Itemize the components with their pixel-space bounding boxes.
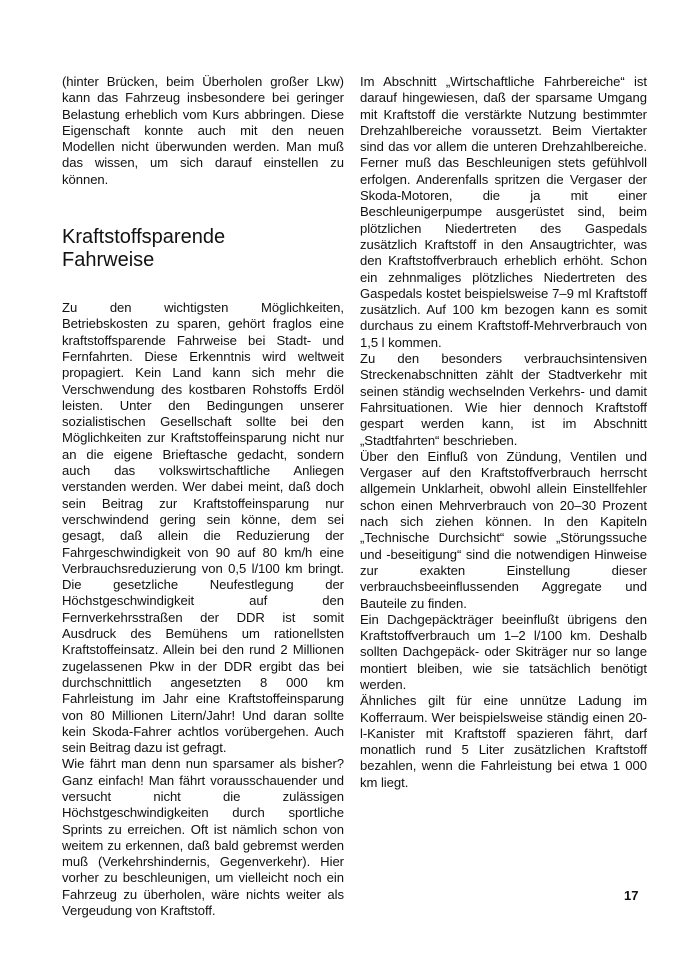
paragraph-right-2: Zu den besonders verbrauchsintensiven Streckenabschnitten zählt der Stadtverkehr mit seinen ständig wechselnden Verkehrs- und damit Fahrsituationen. Wie hier dennoch Kraftstoff gespart werden kann, ist im Abschnitt „Stadtfahrten“ beschrieben.	[360, 351, 647, 448]
paragraph-left-2: Wie fährt man denn nun sparsamer als bisher? Ganz einfach! Man fährt vorausschauender und versucht nicht die zulässigen Höchstgeschwindigkeiten durch sportliche Sprints zu erreichen. Oft ist nämlich schon von weitem zu erkennen, daß bald gebremst werden muß (Verkehrshindernis, Gegenverkehr). Hier vorher zu beschleunigen, um vielleicht noch ein Fahrzeug zu überholen, wäre nichts weiter als Vergeudung von Kraftstoff.	[62, 756, 344, 919]
heading-line-2: Fahrweise	[62, 249, 155, 272]
paragraph-right-4: Ein Dachgepäckträger beeinflußt übrigens den Kraftstoffverbrauch um 1–2 l/100 km. Deshalb sollten Dachgepäck- oder Skiträger nur so lange montiert bleiben, wie sie tatsächlich benötigt werden.	[360, 611, 647, 692]
page-number: 17	[624, 888, 639, 903]
paragraph-left-1: Zu den wichtigsten Möglichkeiten, Betriebskosten zu sparen, gehört fraglos eine kraftstoffsparende Fahrweise bei Stadt- und Fernfahrten. Diese Erkenntnis wird weltweit propagiert. Kein Land kann sich mehr die Verschwendung des kostbaren Rohstoffs Erdöl leisten. Unter den Bedingungen unserer sozialistischen Gesellschaft sollte bei den Möglichkeiten zur Kraftstoffeinsparung nicht nur an die eigene Brieftasche gedacht, sondern auch das volkswirtschaftliche Anliegen verstanden werden. Wer dabei meint, daß doch sein Beitrag zur Kraftstoffeinsparung nur verschwindend gering sein könne, dem sei gesagt, daß allein die Reduzierung der Fahrgeschwindigkeit von 90 auf 80 km/h eine Verbrauchsreduzierung von 0,5 l/100 km bringt. Die gesetzliche Neufestlegung der Höchstgeschwindigkeit auf den Fernverkehrsstraßen der DDR ist somit Ausdruck des Bemühens um rationellsten Kraftstoffeinsatz. Allein bei den rund 2 Millionen zugelassenen Pkw in der DDR ergibt das bei durchschnittlich angesetzten 8 000 km Fahrleistung im Jahr eine Kraftstoffeinsparung von 80 Millionen Litern/Jahr! Und daran sollte kein Skoda-Fahrer achtlos vorübergehen. Auch sein Beitrag dazu ist gefragt.	[62, 300, 344, 756]
section-heading	[62, 226, 344, 272]
intro-paragraph: (hinter Brücken, beim Überholen großer Lkw) kann das Fahrzeug insbesondere bei geringer Belastung erheblich vom Kurs abbringen. Diese Eigenschaft konnte auch mit den neuen Modellen nicht überwunden werden. Man muß das wissen, um sich darauf einstellen zu können.	[62, 74, 344, 187]
paragraph-right-1: Im Abschnitt „Wirtschaftliche Fahrbereiche“ ist darauf hingewiesen, daß der sparsame Umgang mit Kraftstoff die verstärkte Nutzung bestimmter Drehzahlbereiche voraussetzt. Beim Viertakter sind das vor allem die unteren Drehzahlbereiche. Ferner muß das Beschleunigen stets gefühlvoll erfolgen. Anderenfalls spritzen die Vergaser der Skoda-Motoren, die ja mit einer Beschleunigerpumpe ausgerüstet sind, beim plötzlichen Niedertreten des Gaspedals zusätzlich Kraftstoff in den Ansaugtrichter, was den Kraftstoffverbrauch erheblich erhöht. Schon ein zehnmaliges plötzliches Niedertreten des Gaspedals kostet beispielsweise 7–9 ml Kraftstoff zusätzlich. Auf 100 km bezogen kann es somit durchaus zu einem Kraftstoff-Mehrverbrauch von 1,5 l kommen.	[360, 74, 647, 350]
right-column	[360, 74, 647, 791]
heading-line-1: Kraftstoffsparende	[62, 226, 226, 249]
paragraph-right-5: Ähnliches gilt für eine unnütze Ladung im Kofferraum. Wer beispielsweise ständig einen 20-l-Kanister mit Kraftstoff spazieren fährt, darf monatlich rund 5 Liter zusätzlichen Kraftstoff bezahlen, wenn die Fahrleistung bei etwa 1 000 km liegt.	[360, 693, 647, 790]
left-column	[62, 74, 344, 919]
paragraph-right-3: Über den Einfluß von Zündung, Ventilen und Vergaser auf den Kraftstoffverbrauch herrscht allgemein Unklarheit, obwohl allein Einstellfehler schon einen Mehrverbrauch von 20–30 Prozent nach sich ziehen können. In den Kapiteln „Technische Durchsicht“ sowie „Störungssuche und -beseitigung“ sind die notwendigen Hinweise zur exakten Einstellung dieser verbrauchsbeeinflussenden Aggregate und Bauteile zu finden.	[360, 448, 647, 611]
